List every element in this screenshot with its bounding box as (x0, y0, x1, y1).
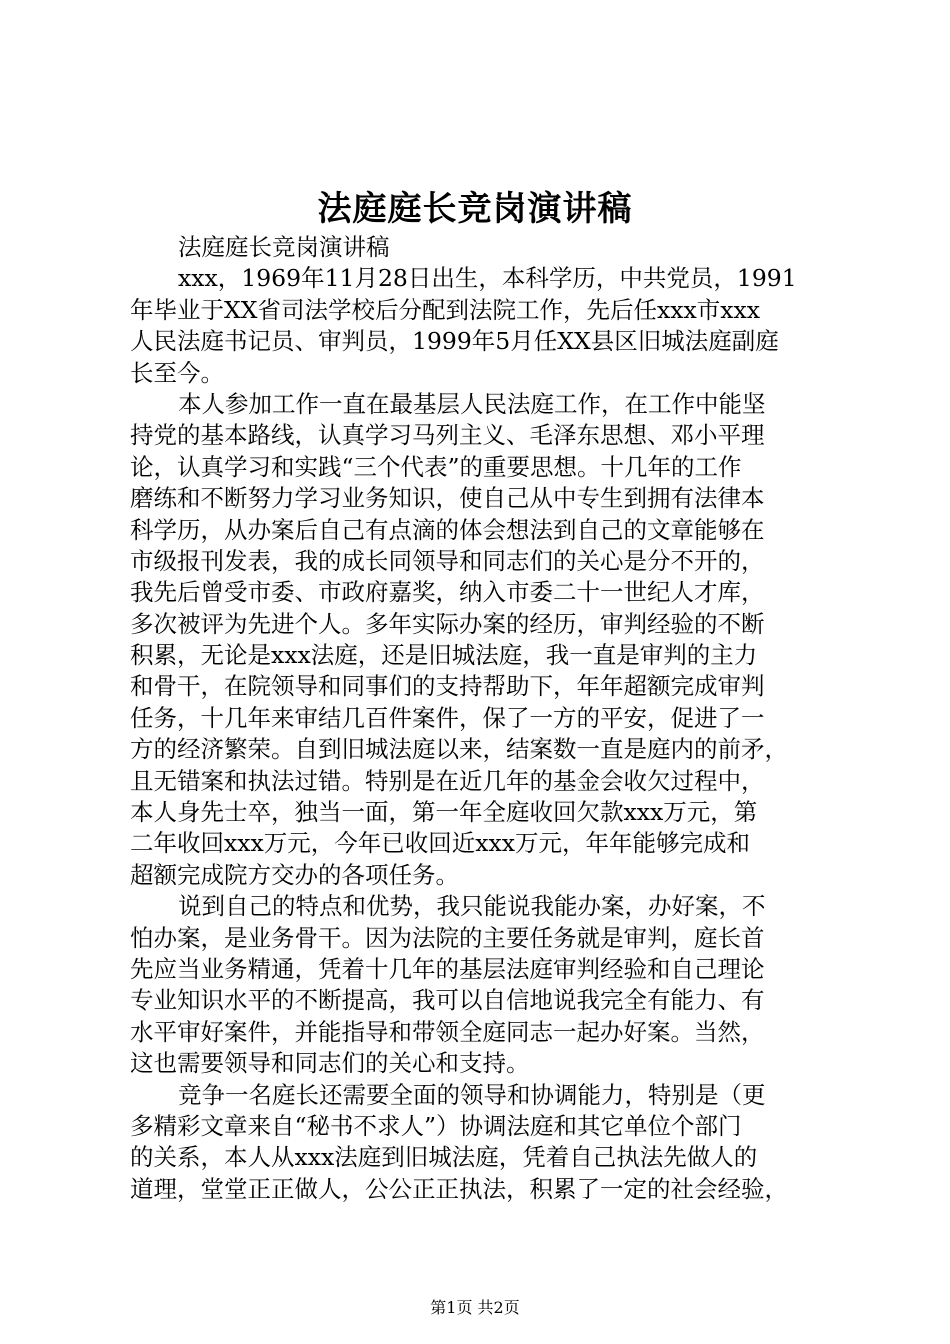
text-line: 本人参加工作一直在最基层人民法庭工作，在工作中能坚 (178, 389, 766, 418)
text-line: 论，认真学习和实践“三个代表”的重要思想。十几年的工作 (130, 452, 742, 481)
text-line: 专业知识水平的不断提高，我可以自信地说我完全有能力、有 (130, 986, 765, 1015)
text-line: 市级报刊发表，我的成长同领导和同志们的关心是分不开的， (130, 546, 765, 575)
text-line: 的关系，本人从xxx法庭到旧城法庭，凭着自己执法先做人的 (130, 1143, 758, 1172)
text-line: 多次被评为先进个人。多年实际办案的经历，审判经验的不断 (130, 609, 765, 638)
text-line: 本人身先士卒，独当一面，第一年全庭收回欠款xxx万元，第 (130, 798, 758, 827)
text-line: 这也需要领导和同志们的关心和支持。 (130, 1049, 530, 1078)
text-line: 我先后曾受市委、市政府嘉奖，纳入市委二十一世纪人才库， (130, 578, 765, 607)
text-line: 方的经济繁荣。自到旧城法庭以来，结案数一直是庭内的前矛， (130, 735, 788, 764)
text-line: 先应当业务精通，凭着十几年的基层法庭审判经验和自己理论 (130, 954, 765, 983)
text-line: 竞争一名庭长还需要全面的领导和协调能力，特别是（更 (178, 1080, 766, 1109)
text-line: 人民法庭书记员、审判员，1999年5月任XX县区旧城法庭副庭 (130, 327, 779, 356)
text-line: 任务，十几年来审结几百件案件，保了一方的平安，促进了一 (130, 703, 765, 732)
page-title: 法庭庭长竞岗演讲稿 (317, 189, 633, 229)
text-line: 年毕业于XX省司法学校后分配到法院工作，先后任xxx市xxx (130, 295, 760, 324)
text-line: 道理，堂堂正正做人，公公正正执法，积累了一定的社会经验， (130, 1174, 788, 1203)
text-line: 且无错案和执法过错。特别是在近几年的基金会收欠过程中， (130, 766, 765, 795)
text-line: 持党的基本路线，认真学习马列主义、毛泽东思想、邓小平理 (130, 421, 765, 450)
text-line: 和骨干，在院领导和同事们的支持帮助下，年年超额完成审判 (130, 672, 765, 701)
document-body (130, 232, 836, 1205)
text-line: 怕办案，是业务骨干。因为法院的主要任务就是审判，庭长首 (130, 923, 765, 952)
text-line: 法庭庭长竞岗演讲稿 (178, 233, 390, 261)
text-line: xxx，1969年11月28日出生，本科学历，中共党员，1991 (178, 264, 797, 293)
page-footer: 第1页 共2页 (430, 1298, 520, 1317)
text-line: 说到自己的特点和优势，我只能说我能办案，办好案，不 (178, 892, 766, 921)
text-line: 积累，无论是xxx法庭，还是旧城法庭，我一直是审判的主力 (130, 641, 758, 670)
text-line: 二年收回xxx万元，今年已收回近xxx万元，年年能够完成和 (130, 829, 751, 858)
text-line: 磨练和不断努力学习业务知识，使自己从中专生到拥有法律本 (130, 484, 765, 513)
text-line: 长至今。 (130, 358, 224, 387)
text-line: 多精彩文章来自“秘书不求人”）协调法庭和其它单位个部门 (130, 1111, 742, 1140)
text-line: 水平审好案件，并能指导和带领全庭同志一起办好案。当然， (130, 1017, 765, 1046)
text-line: 超额完成院方交办的各项任务。 (130, 860, 459, 889)
text-line: 科学历，从办案后自己有点滴的体会想法到自己的文章能够在 (130, 515, 765, 544)
